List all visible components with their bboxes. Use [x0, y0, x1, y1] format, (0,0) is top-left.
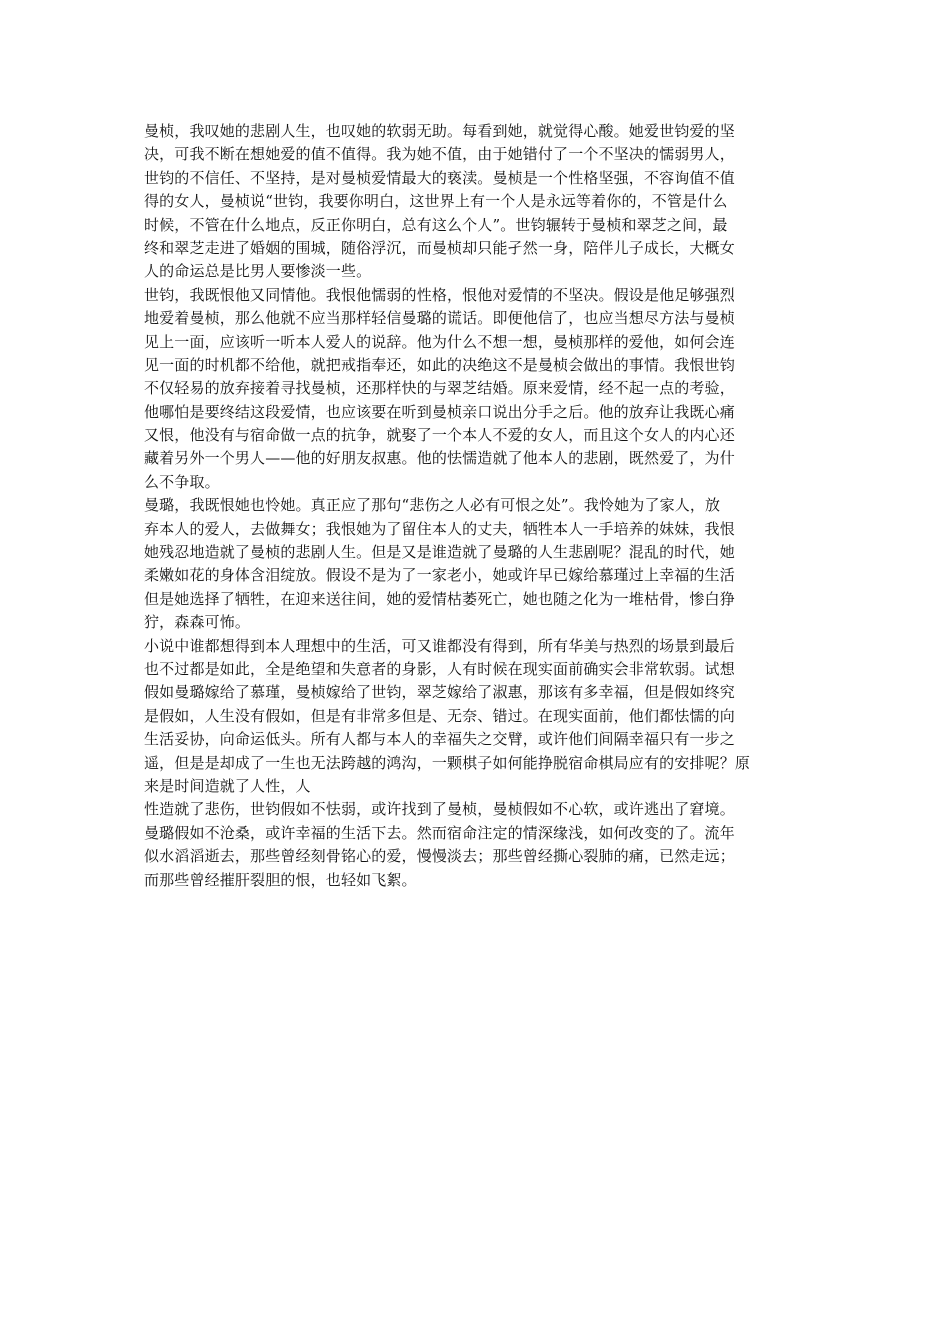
paragraph-5-line-1: 性造就了悲伤，世钧假如不怯弱，或许找到了曼桢，曼桢假如不心软，或许逃出了窘境。 [144, 800, 735, 819]
paragraph-3-line-1: 曼璐，我既恨她也怜她。真正应了那句“悲伤之人必有可恨之处”。我怜她为了家人，放 [144, 496, 721, 515]
paragraph-2-line-7: 又恨，他没有与宿命做一点的抗争，就娶了一个本人不爱的女人，而且这个女人的内心还 [144, 426, 735, 445]
paragraph-3-line-6: 狞，森森可怖。 [144, 613, 251, 632]
paragraph-4-line-4: 是假如，人生没有假如，但是有非常多但是、无奈、错过。在现实面前，他们都怯懦的向 [144, 706, 735, 725]
paragraph-1-line-5: 时候，不管在什么地点，反正你明白，总有这么个人”。世钧辗转于曼桢和翠芝之间，最 [144, 215, 728, 234]
paragraph-2-line-8: 藏着另外一个男人——他的好朋友叔惠。他的怯懦造就了他本人的悲剧，既然爱了，为什 [144, 449, 735, 468]
paragraph-2-line-3: 见上一面，应该听一听本人爱人的说辞。他为什么不想一想，曼桢那样的爱他，如何会连 [144, 332, 735, 351]
paragraph-3-line-5: 但是她选择了牺牲，在迎来送往间，她的爱情枯萎死亡，她也随之化为一堆枯骨，惨白狰 [144, 589, 735, 608]
document-body [144, 120, 808, 892]
paragraph-2-line-4: 见一面的时机都不给他，就把戒指奉还，如此的决绝这不是曼桢会做出的事情。我恨世钧 [144, 355, 735, 374]
paragraph-1-line-6: 终和翠芝走进了婚姻的围城，随俗浮沉，而曼桢却只能孑然一身，陪伴儿子成长，大概女 [144, 238, 735, 257]
paragraph-4-line-1: 小说中谁都想得到本人理想中的生活，可又谁都没有得到，所有华美与热烈的场景到最后 [144, 636, 735, 655]
paragraph-4-line-5: 生活妥协，向命运低头。所有人都与本人的幸福失之交臂，或许他们间隔幸福只有一步之 [144, 730, 735, 749]
paragraph-2-line-2: 地爱着曼桢，那么他就不应当那样轻信曼璐的谎话。即便他信了，也应当想尽方法与曼桢 [144, 309, 735, 328]
paragraph-5-line-3: 似水滔滔逝去，那些曾经刻骨铭心的爱，慢慢淡去；那些曾经撕心裂肺的痛，已然走远； [144, 847, 735, 866]
paragraph-1-line-2: 决，可我不断在想她爱的值不值得。我为她不值，由于她错付了一个不坚决的懦弱男人， [144, 145, 735, 164]
paragraph-4-line-6: 遥，但是是却成了一生也无法跨越的鸿沟，一颗棋子如何能挣脱宿命棋局应有的安排呢？原 [144, 753, 751, 772]
paragraph-4-line-3: 假如曼璐嫁给了慕瑾，曼桢嫁给了世钧，翠芝嫁给了淑惠，那该有多幸福，但是假如终究 [144, 683, 735, 702]
paragraph-3-line-4: 柔嫩如花的身体含泪绽放。假设不是为了一家老小，她或许早已嫁给慕瑾过上幸福的生活 [144, 566, 735, 585]
paragraph-4-line-7: 来是时间造就了人性，人 [144, 776, 311, 795]
paragraph-1-line-1: 曼桢，我叹她的悲剧人生，也叹她的软弱无助。每看到她，就觉得心酸。她爱世钧爱的坚 [144, 122, 735, 140]
paragraph-3-line-3: 她残忍地造就了曼桢的悲剧人生。但是又是谁造就了曼璐的人生悲剧呢？混乱的时代，她 [144, 543, 735, 562]
paragraph-2-line-9: 么不争取。 [144, 472, 220, 491]
paragraph-2-line-6: 他哪怕是要终结这段爱情，也应该要在听到曼桢亲口说出分手之后。他的放弃让我既心痛 [144, 402, 735, 421]
paragraph-1-line-7: 人的命运总是比男人要惨淡一些。 [144, 262, 372, 281]
paragraph-2-line-1: 世钧，我既恨他又同情他。我恨他懦弱的性格，恨他对爱情的不坚决。假设是他足够强烈 [144, 285, 735, 304]
paragraph-1-line-4: 得的女人，曼桢说“世钧，我要你明白，这世界上有一个人是永远等着你的，不管是什么 [144, 192, 728, 211]
paragraph-2-line-5: 不仅轻易的放弃接着寻找曼桢，还那样快的与翠芝结婚。原来爱情，经不起一点的考验， [144, 379, 735, 398]
paragraph-1-line-3: 世钧的不信任、不坚持，是对曼桢爱情最大的亵渎。曼桢是一个性格坚强，不容询值不值 [144, 168, 735, 187]
paragraph-3-line-2: 弃本人的爱人，去做舞女；我恨她为了留住本人的丈夫，牺牲本人一手培养的妹妹，我恨 [144, 519, 735, 538]
paragraph-5-line-2: 曼璐假如不沧桑，或许幸福的生活下去。然而宿命注定的情深缘浅，如何改变的了。流年 [144, 823, 735, 842]
paragraph-4-line-2: 也不过都是如此，全是绝望和失意者的身影，人有时候在现实面前确实会非常软弱。试想 [144, 659, 735, 678]
paragraph-5-line-4: 而那些曾经摧肝裂胆的恨，也轻如飞絮。 [144, 870, 417, 889]
